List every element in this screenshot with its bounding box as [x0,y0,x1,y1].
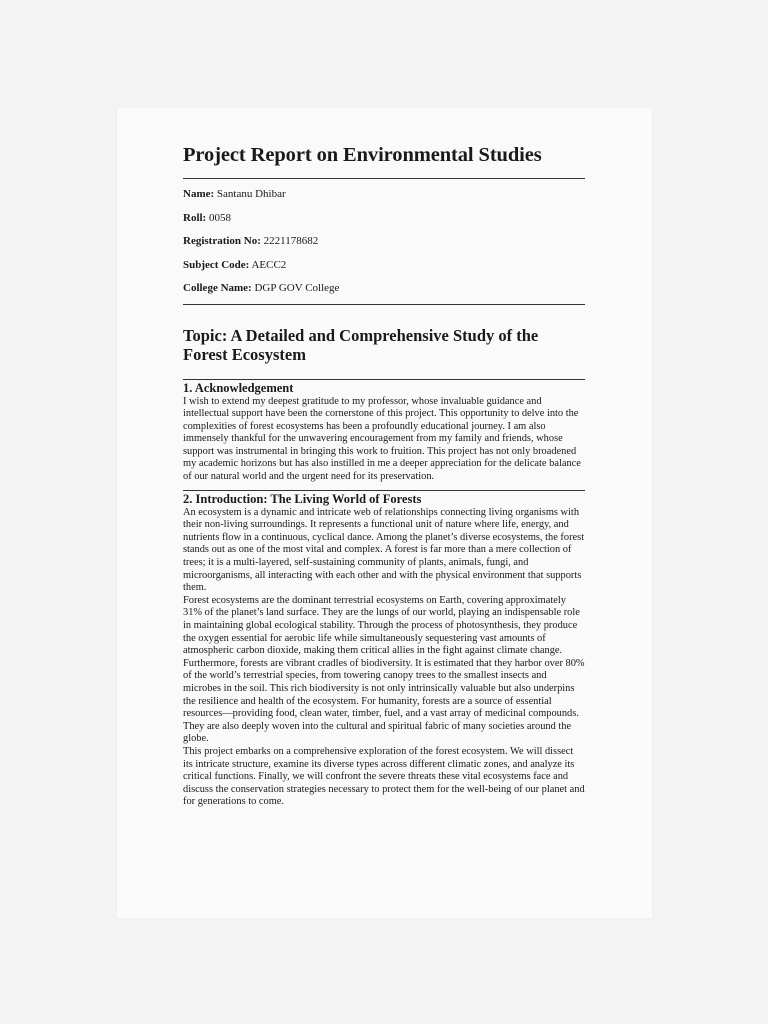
document-content [183,142,585,809]
meta-subject-code [183,258,585,282]
document-page [117,108,652,918]
divider [183,178,585,179]
introduction-paragraph: An ecosystem is a dynamic and intricate web of relationships connecting living organisms with their non-living surroundings. It represents a functional unit of nature where life, energy, and nutrients flow in a continuous, cyclical dance. Among the planet’s diverse ecosystems, the forest stands out as one of the most vital and complex. A forest is far more than a mere collection of trees; it is a multi-layered, self-sustaining community of plants, animals, fungi, and microorganisms, all interacting with each other and with the physical environment that supports them. [183,506,585,594]
meta-label: Roll: [183,211,207,224]
meta-label: Name: [183,188,215,200]
document-title: Project Report on Environmental Studies [183,144,542,166]
meta-label: Registration No: [183,235,261,247]
introduction-paragraph: Furthermore, forests are vibrant cradles of biodiversity. It is estimated that they harbor over 80% of the world’s terrestrial species, from towering canopy trees to the smallest insects and microbes in the soil. This rich biodiversity is not only intrinsically valuable but also underpins the resilience and health of the ecosystem. For humanity, forests are a source of essential resources—providing food, clean water, timber, fuel, and a vast array of medicinal compounds. They are also deeply woven into the cultural and spiritual fabric of many societies around the globe. [183,657,585,745]
meta-value: 2221178682 [263,235,319,247]
meta-registration [183,234,585,258]
topic-heading: Topic: A Detailed and Comprehensive Study of the Forest Ecosystem [183,325,539,364]
meta-value: AECC2 [251,258,287,271]
acknowledgement-text: I wish to extend my deepest gratitude to my professor, whose invaluable guidance and intellectual support have been the cornerstone of this project. This opportunity to delve into the complexities of forest ecosystems has been a profoundly educational journey. I am also immensely thankful for the unwavering encouragement from my family and friends, whose support was instrumental in bringing this work to fruition. This project has not only broadened my academic horizons but has also instilled in me a deeper appreciation for the delicate balance of our natural world and the urgent need for its preservation. [183,395,581,483]
introduction-heading: 2. Introduction: The Living World of Forests [183,491,422,506]
meta-label: College Name: [183,282,252,294]
meta-name [183,187,585,211]
meta-label: Subject Code: [183,258,250,271]
acknowledgement-heading: 1. Acknowledgement [183,380,294,395]
student-details [183,187,585,305]
meta-value: Santanu Dhibar [216,188,286,200]
divider [183,304,585,305]
introduction-paragraph: This project embarks on a comprehensive exploration of the forest ecosystem. We will dissect its intricate structure, examine its diverse types across different climatic zones, and analyze its critical functions. Finally, we will confront the severe threats these vital ecosystems face and discuss the conservation strategies necessary to protect them for the well-being of our planet and for generations to come. [183,745,585,808]
meta-value: DGP GOV College [254,282,340,294]
meta-value: 0058 [208,211,231,224]
meta-college [183,281,585,305]
meta-roll [183,211,585,235]
introduction-paragraph: Forest ecosystems are the dominant terrestrial ecosystems on Earth, covering approximately 31% of the planet’s land surface. They are the lungs of our world, playing an indispensable role in maintaining global ecological stability. Through the process of photosynthesis, they produce the oxygen essential for aerobic life while simultaneously sequestering vast amounts of atmospheric carbon dioxide, making them critical allies in the fight against climate change. [183,594,580,657]
